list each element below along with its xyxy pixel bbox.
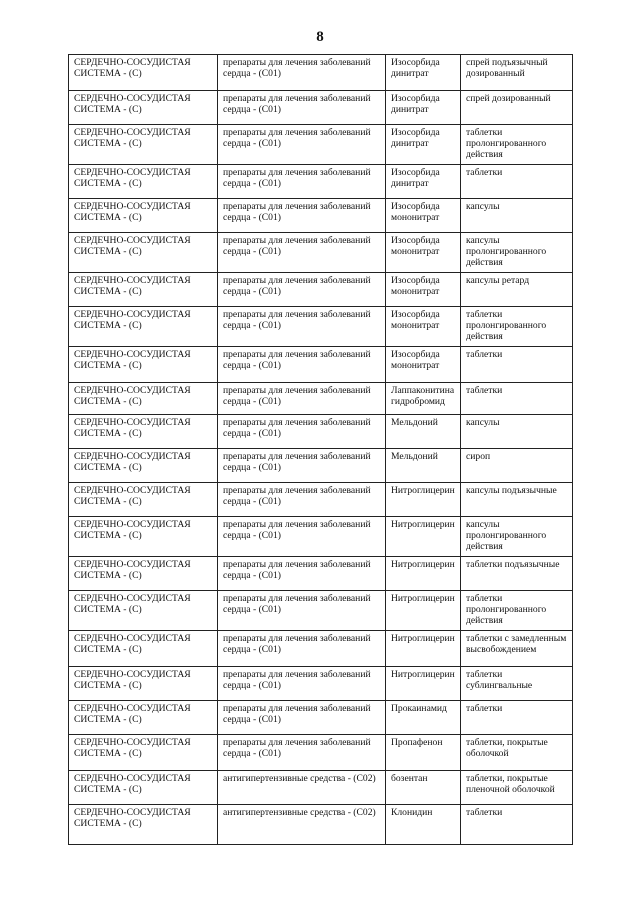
pharm-group-cell: препараты для лечения заболеваний сердца - (С01): [218, 517, 386, 557]
system-class-cell: СЕРДЕЧНО-СОСУДИСТАЯ СИСТЕМА - (С): [69, 449, 218, 483]
drug-name-cell: Изосорбида мононитрат: [386, 273, 461, 307]
dosage-form-cell: таблетки пролонгированного действия: [461, 591, 573, 631]
drug-name-cell: бозентан: [386, 771, 461, 805]
dosage-form-cell: спрей подъязычный дозированный: [461, 55, 573, 91]
pharm-group-cell: препараты для лечения заболеваний сердца - (С01): [218, 415, 386, 449]
table-row: [69, 805, 573, 845]
dosage-form-cell: капсулы подъязычные: [461, 483, 573, 517]
drug-name-cell: Изосорбида мононитрат: [386, 199, 461, 233]
system-class-cell: СЕРДЕЧНО-СОСУДИСТАЯ СИСТЕМА - (С): [69, 199, 218, 233]
system-class-cell: СЕРДЕЧНО-СОСУДИСТАЯ СИСТЕМА - (С): [69, 347, 218, 383]
drug-name-cell: Клонидин: [386, 805, 461, 845]
pharm-group-cell: препараты для лечения заболеваний сердца - (С01): [218, 631, 386, 667]
drug-name-cell: Изосорбида динитрат: [386, 165, 461, 199]
dosage-form-cell: таблетки пролонгированного действия: [461, 125, 573, 165]
pharm-group-cell: препараты для лечения заболеваний сердца - (С01): [218, 347, 386, 383]
drug-name-cell: Нитроглицерин: [386, 631, 461, 667]
system-class-cell: СЕРДЕЧНО-СОСУДИСТАЯ СИСТЕМА - (С): [69, 557, 218, 591]
dosage-form-cell: капсулы: [461, 199, 573, 233]
pharm-group-cell: препараты для лечения заболеваний сердца - (С01): [218, 483, 386, 517]
drug-name-cell: Мельдоний: [386, 415, 461, 449]
table-row: [69, 233, 573, 273]
dosage-form-cell: таблетки: [461, 383, 573, 415]
dosage-form-cell: капсулы ретард: [461, 273, 573, 307]
system-class-cell: СЕРДЕЧНО-СОСУДИСТАЯ СИСТЕМА - (С): [69, 125, 218, 165]
table-row: [69, 55, 573, 91]
table-row: [69, 199, 573, 233]
dosage-form-cell: сироп: [461, 449, 573, 483]
dosage-form-cell: спрей дозированный: [461, 91, 573, 125]
drug-table: [68, 54, 573, 845]
drug-name-cell: Мельдоний: [386, 449, 461, 483]
dosage-form-cell: таблетки, покрытые оболочкой: [461, 735, 573, 771]
drug-name-cell: Лаппаконитина гидробромид: [386, 383, 461, 415]
table-row: [69, 557, 573, 591]
table-row: [69, 91, 573, 125]
system-class-cell: СЕРДЕЧНО-СОСУДИСТАЯ СИСТЕМА - (С): [69, 667, 218, 701]
dosage-form-cell: таблетки сублингвальные: [461, 667, 573, 701]
drug-name-cell: Нитроглицерин: [386, 591, 461, 631]
system-class-cell: СЕРДЕЧНО-СОСУДИСТАЯ СИСТЕМА - (С): [69, 273, 218, 307]
dosage-form-cell: таблетки, покрытые пленочной оболочкой: [461, 771, 573, 805]
table-row: [69, 165, 573, 199]
pharm-group-cell: препараты для лечения заболеваний сердца - (С01): [218, 55, 386, 91]
table-row: [69, 591, 573, 631]
system-class-cell: СЕРДЕЧНО-СОСУДИСТАЯ СИСТЕМА - (С): [69, 805, 218, 845]
dosage-form-cell: таблетки: [461, 165, 573, 199]
table-row: [69, 735, 573, 771]
drug-name-cell: Изосорбида мононитрат: [386, 307, 461, 347]
table-row: [69, 517, 573, 557]
table-row: [69, 483, 573, 517]
dosage-form-cell: капсулы пролонгированного действия: [461, 233, 573, 273]
system-class-cell: СЕРДЕЧНО-СОСУДИСТАЯ СИСТЕМА - (С): [69, 383, 218, 415]
table-row: [69, 449, 573, 483]
pharm-group-cell: препараты для лечения заболеваний сердца - (С01): [218, 667, 386, 701]
system-class-cell: СЕРДЕЧНО-СОСУДИСТАЯ СИСТЕМА - (С): [69, 307, 218, 347]
drug-name-cell: Нитроглицерин: [386, 483, 461, 517]
dosage-form-cell: таблетки с замедленным высвобождением: [461, 631, 573, 667]
system-class-cell: СЕРДЕЧНО-СОСУДИСТАЯ СИСТЕМА - (С): [69, 91, 218, 125]
dosage-form-cell: таблетки: [461, 805, 573, 845]
pharm-group-cell: антигипертензивные средства - (С02): [218, 805, 386, 845]
system-class-cell: СЕРДЕЧНО-СОСУДИСТАЯ СИСТЕМА - (С): [69, 771, 218, 805]
table-row: [69, 273, 573, 307]
pharm-group-cell: препараты для лечения заболеваний сердца - (С01): [218, 735, 386, 771]
pharm-group-cell: антигипертензивные средства - (С02): [218, 771, 386, 805]
pharm-group-cell: препараты для лечения заболеваний сердца - (С01): [218, 307, 386, 347]
pharm-group-cell: препараты для лечения заболеваний сердца - (С01): [218, 125, 386, 165]
table-row: [69, 771, 573, 805]
table-row: [69, 631, 573, 667]
dosage-form-cell: таблетки подъязычные: [461, 557, 573, 591]
drug-name-cell: Нитроглицерин: [386, 557, 461, 591]
system-class-cell: СЕРДЕЧНО-СОСУДИСТАЯ СИСТЕМА - (С): [69, 233, 218, 273]
pharm-group-cell: препараты для лечения заболеваний сердца - (С01): [218, 701, 386, 735]
drug-name-cell: Нитроглицерин: [386, 517, 461, 557]
pharm-group-cell: препараты для лечения заболеваний сердца - (С01): [218, 273, 386, 307]
dosage-form-cell: капсулы пролонгированного действия: [461, 517, 573, 557]
pharm-group-cell: препараты для лечения заболеваний сердца - (С01): [218, 557, 386, 591]
dosage-form-cell: таблетки пролонгированного действия: [461, 307, 573, 347]
dosage-form-cell: таблетки: [461, 701, 573, 735]
table-row: [69, 667, 573, 701]
system-class-cell: СЕРДЕЧНО-СОСУДИСТАЯ СИСТЕМА - (С): [69, 591, 218, 631]
system-class-cell: СЕРДЕЧНО-СОСУДИСТАЯ СИСТЕМА - (С): [69, 517, 218, 557]
system-class-cell: СЕРДЕЧНО-СОСУДИСТАЯ СИСТЕМА - (С): [69, 735, 218, 771]
pharm-group-cell: препараты для лечения заболеваний сердца - (С01): [218, 199, 386, 233]
table-row: [69, 383, 573, 415]
drug-name-cell: Пропафенон: [386, 735, 461, 771]
pharm-group-cell: препараты для лечения заболеваний сердца - (С01): [218, 165, 386, 199]
pharm-group-cell: препараты для лечения заболеваний сердца - (С01): [218, 91, 386, 125]
drug-name-cell: Изосорбида мононитрат: [386, 233, 461, 273]
system-class-cell: СЕРДЕЧНО-СОСУДИСТАЯ СИСТЕМА - (С): [69, 701, 218, 735]
system-class-cell: СЕРДЕЧНО-СОСУДИСТАЯ СИСТЕМА - (С): [69, 165, 218, 199]
pharm-group-cell: препараты для лечения заболеваний сердца - (С01): [218, 383, 386, 415]
system-class-cell: СЕРДЕЧНО-СОСУДИСТАЯ СИСТЕМА - (С): [69, 631, 218, 667]
table-row: [69, 415, 573, 449]
drug-name-cell: Нитроглицерин: [386, 667, 461, 701]
pharm-group-cell: препараты для лечения заболеваний сердца - (С01): [218, 591, 386, 631]
dosage-form-cell: капсулы: [461, 415, 573, 449]
dosage-form-cell: таблетки: [461, 347, 573, 383]
drug-name-cell: Изосорбида мононитрат: [386, 347, 461, 383]
page-number: 8: [316, 29, 324, 45]
drug-table-body: [69, 55, 573, 845]
table-row: [69, 701, 573, 735]
drug-name-cell: Изосорбида динитрат: [386, 91, 461, 125]
drug-name-cell: Прокаинамид: [386, 701, 461, 735]
pharm-group-cell: препараты для лечения заболеваний сердца - (С01): [218, 233, 386, 273]
pharm-group-cell: препараты для лечения заболеваний сердца - (С01): [218, 449, 386, 483]
table-row: [69, 347, 573, 383]
drug-name-cell: Изосорбида динитрат: [386, 55, 461, 91]
system-class-cell: СЕРДЕЧНО-СОСУДИСТАЯ СИСТЕМА - (С): [69, 55, 218, 91]
drug-name-cell: Изосорбида динитрат: [386, 125, 461, 165]
table-row: [69, 307, 573, 347]
system-class-cell: СЕРДЕЧНО-СОСУДИСТАЯ СИСТЕМА - (С): [69, 415, 218, 449]
table-row: [69, 125, 573, 165]
system-class-cell: СЕРДЕЧНО-СОСУДИСТАЯ СИСТЕМА - (С): [69, 483, 218, 517]
